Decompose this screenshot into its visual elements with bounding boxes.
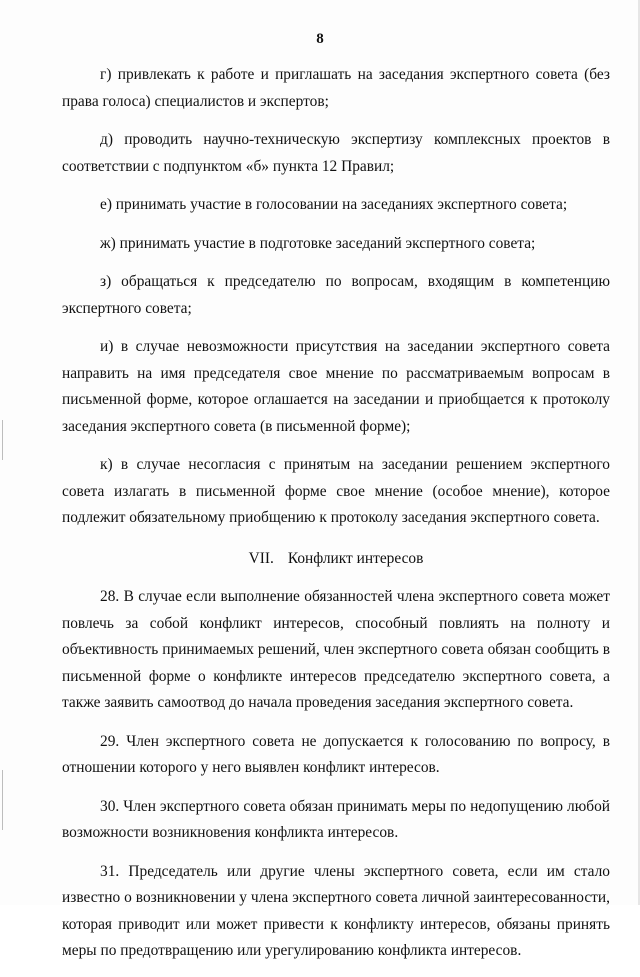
document-body — [62, 62, 610, 977]
paragraph-31: 31. Председатель или другие члены экспертного совета, если им стало известно о возникновении у члена экспертного совета личной заинтересованности, которая приводит или может привести к конфликту интересов, обязаны принять меры по предотвращению или урегулированию конфликта интересов. — [62, 862, 610, 959]
paragraph-item-g: г) привлекать к работе и приглашать на заседания экспертного совета (без права голоса) специалистов и экспертов; — [62, 66, 610, 110]
section-number: VII. — [248, 549, 274, 567]
scan-artifact-mark — [2, 420, 3, 460]
paragraph-item-d: д) проводить научно-техническую экспертизу комплексных проектов в соответствии с подпунктом «б» пункта 12 Правил; — [62, 131, 610, 175]
paragraph-30: 30. Член экспертного совета обязан принимать меры по недопущению любой возможности возникновения конфликта интересов. — [62, 797, 610, 841]
paragraph-item-e: е) принимать участие в голосовании на заседаниях экспертного совета; — [100, 196, 568, 213]
paragraph-28: 28. В случае если выполнение обязанностей члена экспертного совета может повлечь за собой конфликт интересов, способный повлиять на полноту и объективность принимаемых решений, член экспертного совета обязан сообщить в письменной форме о конфликте интересов председателю экспертного совета, а также заявить самоотвод до начала проведения заседания экспертного совета. — [62, 588, 610, 711]
paragraph-item-i: и) в случае невозможности присутствия на заседании экспертного совета направить на имя председателя свое мнение по рассматриваемым вопросам в письменной форме, которое оглашается на заседании и приобщается к протоколу заседания экспертного совета (в письменной форме); — [62, 338, 610, 435]
section-title: Конфликт интересов — [287, 549, 424, 567]
paragraph-item-z: з) обращаться к председателю по вопросам, входящим в компетенцию экспертного совета; — [62, 273, 610, 317]
paragraph-item-k: к) в случае несогласия с принятым на заседании решением экспертного совета излагать в письменной форме свое мнение (особое мнение), которое подлежит обязательному приобщению к протоколу заседания экспертного совета. — [62, 456, 610, 526]
paragraph-29: 29. Член экспертного совета не допускается к голосованию по вопросу, в отношении которого у него выявлен конфликт интересов. — [62, 732, 610, 776]
page-number: 8 — [316, 31, 324, 47]
scan-artifact-mark — [2, 770, 3, 830]
section-heading — [62, 546, 610, 573]
paragraph-item-zh: ж) принимать участие в подготовке заседаний экспертного совета; — [100, 234, 536, 252]
